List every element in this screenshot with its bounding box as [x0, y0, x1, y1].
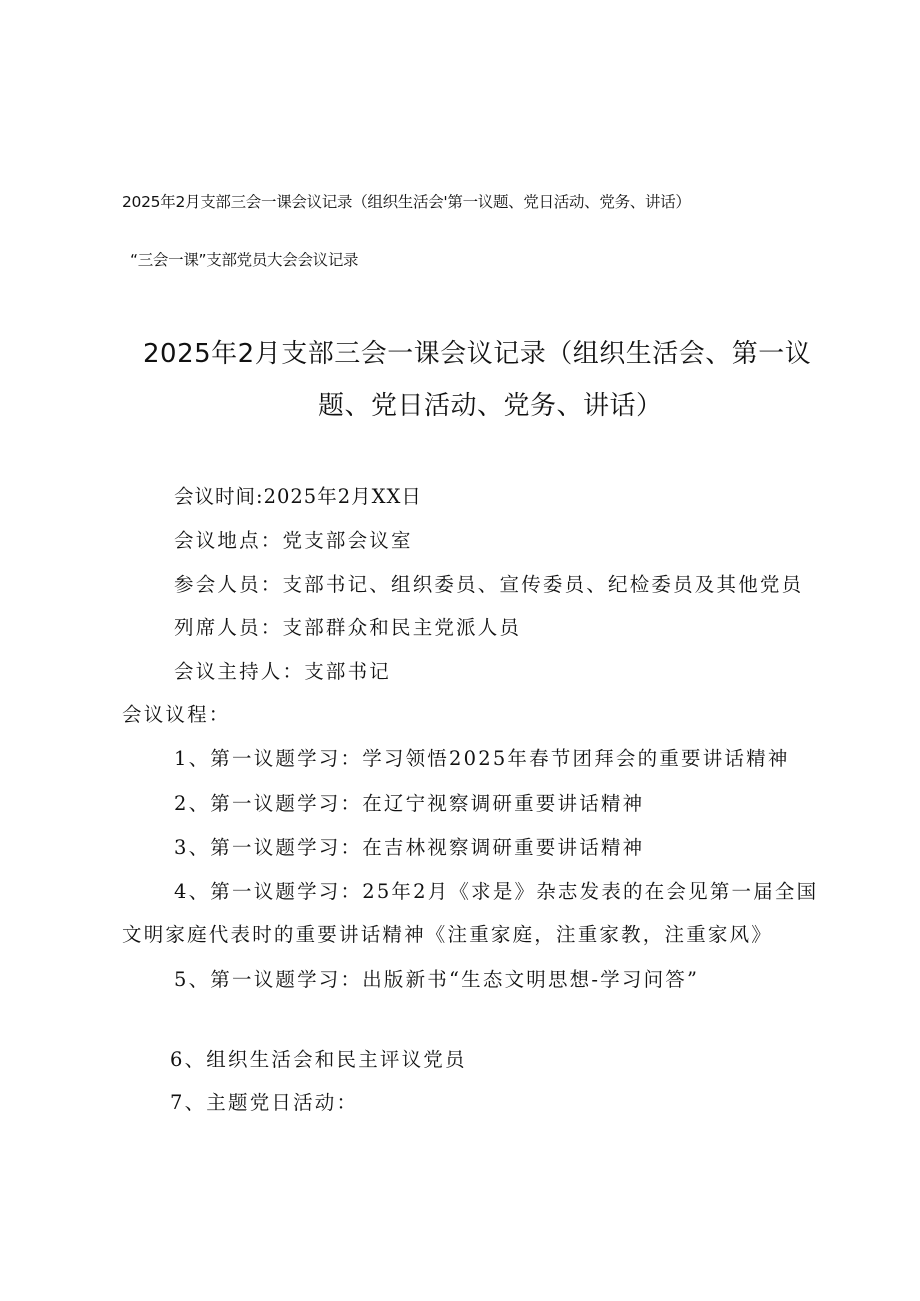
meeting-observers: 列席人员：支部群众和民主党派人员: [174, 616, 522, 639]
document-title-line-1: 2025年2月支部三会一课会议记录（组织生活会、第一议: [143, 339, 812, 369]
meeting-location: 会议地点：党支部会议室: [174, 529, 413, 552]
header-line-1: 2025年2月支部三会一课会议记录（组织生活会'第一议题、党日活动、党务、讲话）: [122, 193, 691, 211]
agenda-item-5: 5、第一议题学习：出版新书“生态文明思想-学习问答”: [174, 968, 700, 991]
meeting-time: 会议时间:2025年2月XX日: [174, 485, 422, 508]
agenda-item-6: 6、组织生活会和民主评议党员: [170, 1048, 467, 1071]
meeting-host: 会议主持人：支部书记: [174, 660, 392, 683]
agenda-item-7: 7、主题党日活动：: [170, 1091, 359, 1114]
agenda-item-2: 2、第一议题学习：在辽宁视察调研重要讲话精神: [174, 792, 645, 815]
agenda-item-4-line-1: 4、第一议题学习：25年2月《求是》杂志发表的在会见第一届全国: [174, 880, 819, 903]
document-title-line-2: 题、党日活动、党务、讲话）: [318, 391, 663, 421]
meeting-attendees: 参会人员：支部书记、组织委员、宣传委员、纪检委员及其他党员: [174, 573, 804, 596]
header-line-2: “三会一课”支部党员大会会议记录: [130, 251, 359, 269]
agenda-item-3: 3、第一议题学习：在吉林视察调研重要讲话精神: [174, 836, 645, 859]
agenda-heading: 会议议程：: [122, 703, 231, 726]
agenda-item-4-line-2: 文明家庭代表时的重要讲话精神《注重家庭，注重家教，注重家风》: [122, 923, 774, 946]
agenda-item-1: 1、第一议题学习：学习领悟2025年春节团拜会的重要讲话精神: [174, 747, 790, 770]
